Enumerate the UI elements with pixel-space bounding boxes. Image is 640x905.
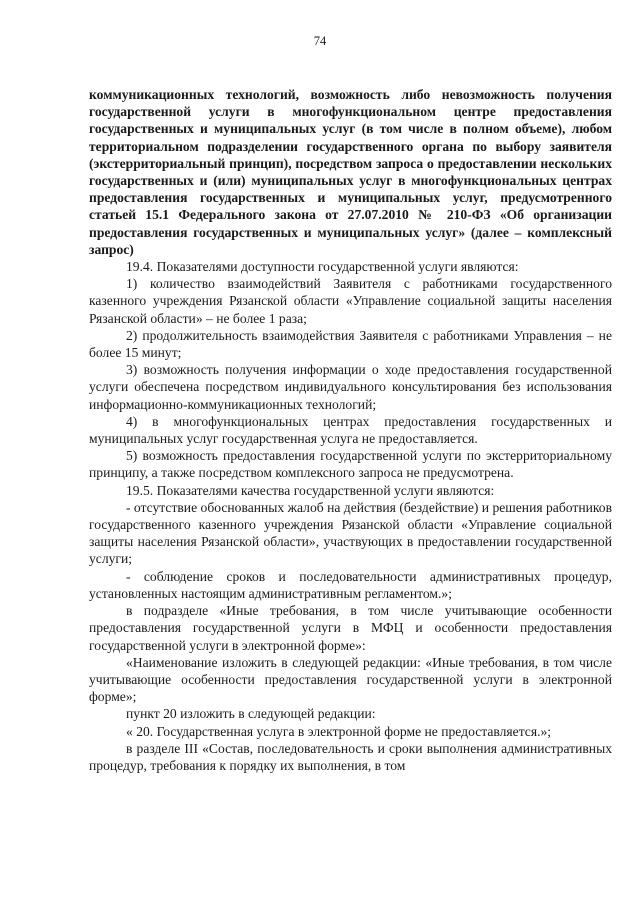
- page-number: 74: [313, 34, 327, 48]
- document-body: [89, 86, 612, 774]
- paragraph-19-4-heading: 19.4. Показателями доступности государственной услуги являются:: [126, 259, 519, 275]
- paragraph-name-change: «Наименование изложить в следующей редакции: «Иные требования, в том числе учитывающие особенности предоставления государственной услуги в электронной форме»;: [89, 654, 612, 705]
- paragraph-point-20-text: « 20. Государственная услуга в электронной форме не предоставляется.»;: [126, 723, 552, 739]
- paragraph-bold-intro: коммуникационных технологий, возможность либо невозможность получения государственной услуги в многофункциональном центре предоставления государственных и муниципальных услуг (в том числе в полном объеме), любом территориальном подразделении государственного органа по выбору заявителя (экстерриториальный принцип), посредством запроса о предоставлении нескольких государственных и (или) муниципальных услуг в многофункциональных центрах предоставления государственных и муниципальных услуг, предусмотренного статьей 15.1 Федерального закона от 27.07.2010 № 210-ФЗ «Об организации предоставления государственных и муниципальных услуг» (далее – комплексный запрос): [89, 87, 612, 257]
- paragraph-item-5: 5) возможность предоставления государственной услуги по экстерриториальному принципу, а также посредством комплексного запроса не предусмотрена.: [89, 448, 612, 481]
- paragraph-quality-2: - соблюдение сроков и последовательности административных процедур, установленных настоящим административным регламентом.»;: [89, 568, 612, 601]
- paragraph-quality-1: - отсутствие обоснованных жалоб на действия (бездействие) и решения работников государственного казенного учреждения Рязанской области «Управление социальной защиты населения Рязанской области», участвующих в предоставлении государственной услуги;: [89, 499, 612, 567]
- paragraph-item-4: 4) в многофункциональных центрах предоставления государственных и муниципальных услуг государственная услуга не предоставляется.: [89, 413, 612, 447]
- paragraph-19-5-heading: 19.5. Показателями качества государственной услуги являются:: [126, 482, 495, 498]
- paragraph-section-3: в разделе III «Состав, последовательность и сроки выполнения административных процедур, требования к порядку их выполнения, в том: [89, 740, 612, 773]
- paragraph-subsection: в подразделе «Иные требования, в том числе учитывающие особенности предоставления государственной услуги в МФЦ и особенности предоставления государственной услуги в электронной форме»:: [89, 603, 612, 653]
- paragraph-item-2: 2) продолжительность взаимодействия Заявителя с работниками Управления – не более 15 минут;: [89, 327, 612, 361]
- paragraph-point-20: пункт 20 изложить в следующей редакции:: [126, 706, 376, 722]
- paragraph-item-1: 1) количество взаимодействий Заявителя с работниками государственного казенного учреждения Рязанской области «Управление социальной защиты населения Рязанской области» – не более 1 раза;: [89, 276, 612, 326]
- paragraph-item-3: 3) возможность получения информации о ходе предоставления государственной услуги обеспечена посредством индивидуального консультирования без использования информационно-коммуникационных технологий;: [89, 362, 612, 412]
